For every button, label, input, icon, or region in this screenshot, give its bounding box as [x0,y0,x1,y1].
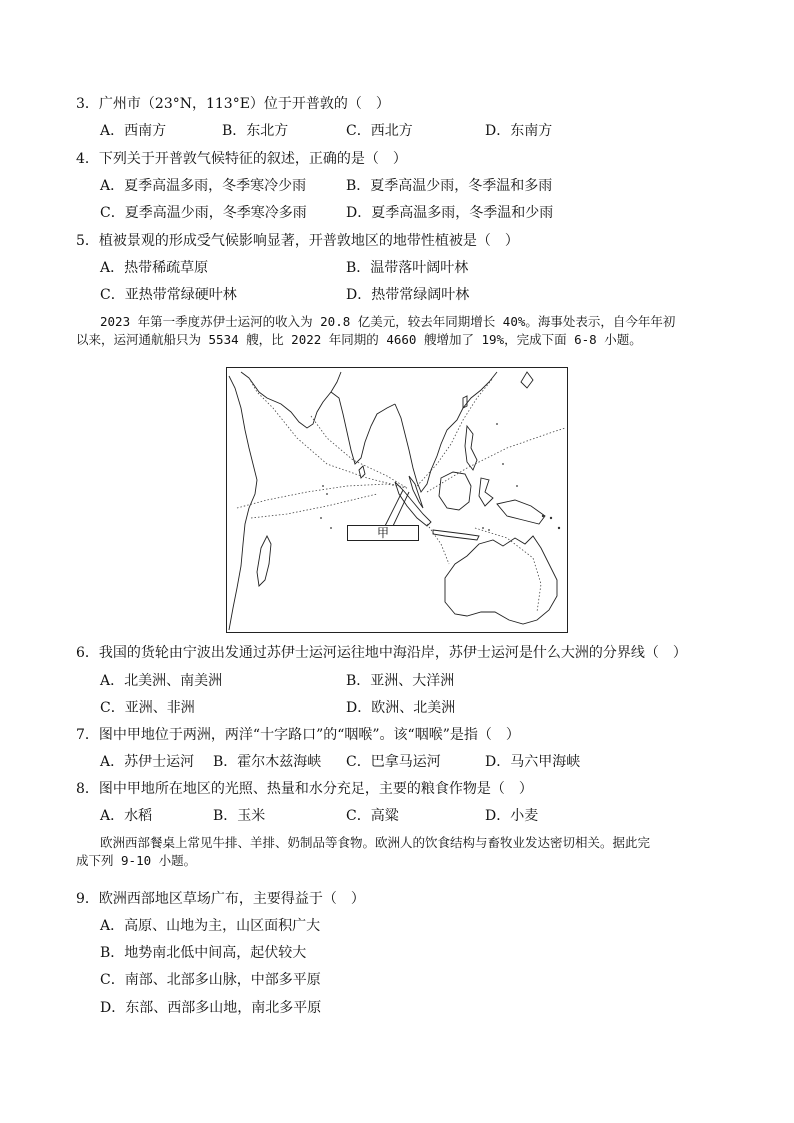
question-9-option-c: C．南部、北部多山脉，中部多平原 [100,972,321,988]
route-indian-south [251,494,377,518]
question-6-option-b: B．亚洲、大洋洲 [346,673,455,689]
route-australia-east [475,528,541,612]
passage-suez-line-1: 2023 年第一季度苏伊士运河的收入为 20.8 亿美元，较去年同期增长 40%。海事处表示，自今年年初 [100,314,676,329]
question-5-option-c: C．亚热带常绿硬叶林 [100,287,237,303]
question-8-option-d: D．小麦 [485,808,539,824]
india-coastline [331,392,395,464]
question-5-option-a: A．热带稀疏草原 [100,260,209,276]
route-gulf [311,416,407,488]
passage-suez-line-2: 以来，运河通航船只为 5534 艘，比 2022 年同期的 4660 艘增加了 19%，完成下面 6-8 小题。 [76,332,642,347]
question-3-stem: 3．广州市（23°N，113°E）位于开普敦的（ ） [76,96,390,112]
question-7-option-c: C．巴拿马运河 [346,754,441,770]
route-pacific [427,428,565,492]
route-red-sea [249,378,407,488]
question-7-option-d: D．马六甲海峡 [485,754,581,770]
africa-coastline [229,376,257,630]
question-5-option-b: B．温带落叶阔叶林 [346,260,469,276]
question-4-option-c: C．夏季高温少雨，冬季寒冷多雨 [100,205,307,221]
question-8-option-b: B．玉米 [213,808,266,824]
sri-lanka-outline [359,466,365,478]
question-6-option-d: D．欧洲、北美洲 [346,700,456,716]
question-3-option-b: B．东北方 [222,123,289,139]
question-8-option-c: C．高粱 [346,808,399,824]
japan-outline [521,372,533,388]
indochina-coastline [395,372,497,492]
new-guinea-outline [497,500,545,524]
arabia-coastline [241,372,341,428]
passage-suez [76,313,726,349]
philippines-outline [465,426,477,470]
question-5-stem: 5．植被景观的形成受气候影响显著，开普敦地区的地带性植被是（ ） [76,233,519,249]
australia-outline [445,536,557,624]
question-3-option-a: A．西南方 [100,123,167,139]
map-drawing [227,368,567,632]
passage-europe-diet [76,834,726,870]
question-5-option-d: D．热带常绿阔叶林 [346,287,470,303]
passage-europe-line-2: 成下列 9-10 小题。 [76,853,197,868]
madagascar-outline [257,536,271,586]
question-9-stem: 9．欧洲西部地区草场广布，主要得益于（ ） [76,891,365,907]
question-8-option-a: A．水稻 [100,808,153,824]
question-4-option-b: B．夏季高温少雨，冬季温和多雨 [346,178,553,194]
question-7-option-a: A．苏伊士运河 [100,754,195,770]
question-3-option-c: C．西北方 [346,123,413,139]
java-outline [433,530,479,540]
question-4-stem: 4．下列关于开普敦气候特征的叙述，正确的是（ ） [76,151,407,167]
question-9-option-b: B．地势南北低中间高，起伏较大 [100,945,307,961]
shipping-route-map [226,367,568,633]
sulawesi-outline [479,478,493,506]
map-label-jia: 甲 [347,525,419,541]
question-9-option-a: A．高原、山地为主，山区面积广大 [100,918,321,934]
question-4-option-d: D．夏季高温多雨，冬季温和少雨 [346,205,554,221]
route-australia-west [427,524,449,564]
label-pointer-1 [385,490,403,526]
question-6-option-a: A．北美洲、南美洲 [100,673,223,689]
route-china [417,378,493,486]
question-4-option-a: A．夏季高温多雨，冬季寒冷少雨 [100,178,307,194]
question-6-stem: 6．我国的货轮由宁波出发通过苏伊士运河运往地中海沿岸，苏伊士运河是什么大洲的分界线（ ） [76,645,687,661]
passage-europe-line-1: 欧洲西部餐桌上常见牛排、羊排、奶制品等食物。欧洲人的饮食结构与畜牧业发达密切相关。据此完 [100,835,651,850]
route-cape [237,484,407,508]
question-3-option-d: D．东南方 [485,123,553,139]
question-7-option-b: B．霍尔木兹海峡 [213,754,322,770]
question-7-stem: 7．图中甲地位于两洲，两洋“十字路口”的“咽喉”。该“咽喉”是指（ ） [76,727,520,743]
question-8-stem: 8．图中甲地所在地区的光照、热量和水分充足，主要的粮食作物是（ ） [76,781,533,797]
question-9-option-d: D．东部、西部多山地，南北多平原 [100,1000,322,1016]
question-6-option-c: C．亚洲、非洲 [100,700,195,716]
borneo-outline [439,472,471,510]
